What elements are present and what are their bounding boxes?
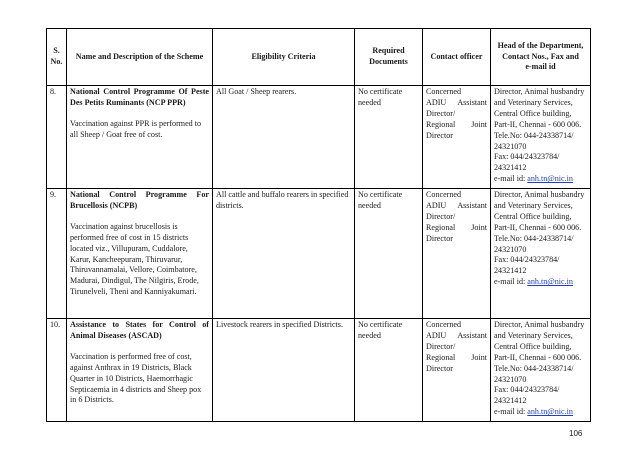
- email-line: [494, 174, 587, 185]
- documents-cell: [355, 86, 423, 189]
- scheme-title: National Control Programme Of Peste Des Petits Ruminants (NCP PPR): [70, 87, 209, 107]
- email-link[interactable]: anh.tn@nic.in: [527, 407, 573, 417]
- header-head: [491, 29, 591, 86]
- contact-word: Regional: [426, 222, 456, 232]
- scheme-cell: [67, 86, 213, 189]
- page-number: 106: [569, 429, 583, 438]
- head-line: Part-II, Chennai - 600 006.: [494, 222, 582, 232]
- row-number: 8.: [47, 86, 67, 189]
- head-line: Fax: 044/24323784/: [494, 255, 560, 265]
- scheme-cell: [67, 189, 213, 319]
- contact-line: [426, 331, 487, 342]
- head-line: Central Office building,: [494, 108, 572, 118]
- header-name: Name and Description of the Scheme: [67, 29, 213, 86]
- contact-line: Director: [426, 130, 453, 140]
- documents-line: No certificate: [358, 87, 403, 96]
- contact-word: Regional: [426, 119, 456, 129]
- scheme-cell: [67, 319, 213, 422]
- head-line: and Veterinary Services,: [494, 330, 573, 340]
- header-sno: [47, 29, 67, 86]
- head-cell: [491, 86, 591, 189]
- documents-line: needed: [358, 330, 381, 340]
- header-documents-line2: Documents: [369, 57, 408, 66]
- scheme-table: [46, 28, 591, 422]
- scheme-description: Vaccination against PPR is performed to all Sheep / Goat free of cost.: [70, 118, 202, 139]
- eligibility-cell: All Goat / Sheep rearers.: [213, 86, 355, 189]
- scheme-description: Vaccination is performed free of cost, against Anthrax in 19 Districts, Black Quarter in 10 Districts, Haemorrhagic Septicaemia in 4 districts and Sheep pox in 6 Districts.: [70, 351, 202, 405]
- contact-line: [426, 98, 487, 109]
- head-line: Fax: 044/24323784/: [494, 152, 560, 162]
- head-cell: [491, 319, 591, 422]
- email-line: [494, 407, 587, 418]
- documents-line: needed: [358, 97, 381, 107]
- head-line: Tele.No: 044-24338714/: [494, 130, 574, 140]
- head-line: 24321412: [494, 163, 527, 173]
- header-eligibility: Eligibility Criteria: [213, 29, 355, 86]
- documents-line: No certificate: [358, 320, 403, 329]
- eligibility-cell: All cattle and buffalo rearers in specified districts.: [213, 189, 355, 319]
- contact-line: Concerned: [426, 87, 462, 96]
- documents-cell: [355, 189, 423, 319]
- header-head-line2: Contact Nos., Fax and: [502, 51, 579, 61]
- contact-word: Assistant: [457, 200, 487, 210]
- contact-word: ADIU: [426, 330, 447, 340]
- contact-cell: [423, 319, 491, 422]
- head-line: Tele.No: 044-24338714/: [494, 233, 574, 243]
- table-row: [47, 319, 591, 422]
- head-line: Director, Animal husbandry: [494, 87, 585, 96]
- documents-cell: [355, 319, 423, 422]
- head-line: Tele.No: 044-24338714/: [494, 363, 574, 373]
- table-row: [47, 86, 591, 189]
- header-head-line1: Head of the Department,: [497, 40, 584, 50]
- head-line: and Veterinary Services,: [494, 200, 573, 210]
- contact-word: Joint: [471, 352, 487, 362]
- header-head-line3: e-mail id: [525, 62, 556, 72]
- contact-line: Concerned: [426, 190, 462, 199]
- head-line: and Veterinary Services,: [494, 97, 573, 107]
- head-line: Part-II, Chennai - 600 006.: [494, 352, 582, 362]
- eligibility-cell: Livestock rearers in specified Districts.: [213, 319, 355, 422]
- head-cell: [491, 189, 591, 319]
- contact-line: [426, 353, 487, 364]
- contact-line: Director/: [426, 341, 456, 351]
- email-line: [494, 277, 587, 288]
- table-row: [47, 189, 591, 319]
- contact-word: ADIU: [426, 97, 447, 107]
- header-documents-line1: Required: [372, 46, 405, 56]
- scheme-title: Assistance to States for Control of Animal Diseases (ASCAD): [70, 320, 209, 340]
- email-label: e-mail id:: [494, 277, 528, 287]
- scheme-title: National Control Programme For Brucellosis (NCPB): [70, 190, 209, 210]
- contact-word: Assistant: [457, 330, 487, 340]
- contact-word: Joint: [471, 222, 487, 232]
- email-link[interactable]: anh.tn@nic.in: [527, 174, 573, 184]
- row-number: 9.: [47, 189, 67, 319]
- contact-cell: [423, 86, 491, 189]
- documents-line: needed: [358, 200, 381, 210]
- contact-line: Concerned: [426, 320, 462, 329]
- head-line: Central Office building,: [494, 341, 572, 351]
- head-line: Central Office building,: [494, 211, 572, 221]
- row-number: 10.: [47, 319, 67, 422]
- contact-line: Director/: [426, 211, 456, 221]
- contact-line: [426, 223, 487, 234]
- head-line: 24321070: [494, 374, 527, 384]
- header-sno-line2: No.: [50, 57, 63, 66]
- header-documents: [355, 29, 423, 86]
- email-label: e-mail id:: [494, 407, 528, 417]
- email-label: e-mail id:: [494, 174, 528, 184]
- contact-word: ADIU: [426, 200, 447, 210]
- table-header-row: [47, 29, 591, 86]
- contact-line: Director: [426, 363, 453, 373]
- head-line: Director, Animal husbandry: [494, 190, 585, 199]
- head-line: 24321070: [494, 244, 527, 254]
- head-line: Part-II, Chennai - 600 006.: [494, 119, 582, 129]
- header-contact: Contact officer: [423, 29, 491, 86]
- contact-word: Joint: [471, 119, 487, 129]
- head-line: 24321070: [494, 141, 527, 151]
- contact-word: Regional: [426, 352, 456, 362]
- contact-line: Director: [426, 233, 453, 243]
- email-link[interactable]: anh.tn@nic.in: [527, 277, 573, 287]
- contact-word: Assistant: [457, 97, 487, 107]
- contact-cell: [423, 189, 491, 319]
- head-line: 24321412: [494, 266, 527, 276]
- head-line: Director, Animal husbandry: [494, 320, 585, 329]
- contact-line: [426, 201, 487, 212]
- head-line: Fax: 044/24323784/: [494, 385, 560, 395]
- contact-line: Director/: [426, 108, 456, 118]
- documents-line: No certificate: [358, 190, 403, 199]
- scheme-description: Vaccination against brucellosis is performed free of cost in 15 districts located viz., Villupuram, Cuddalore, Karur, Kancheepuram, Thiruvarur, Thiruvannamalai, Vellore, Coimbatore, Madurai, Dindigul, The Nilgiris, Erode, Tirunelveli, Theni and Kanniyakumari.: [70, 221, 199, 297]
- header-sno-line1: S.: [53, 46, 60, 56]
- contact-line: [426, 120, 487, 131]
- head-line: 24321412: [494, 396, 527, 406]
